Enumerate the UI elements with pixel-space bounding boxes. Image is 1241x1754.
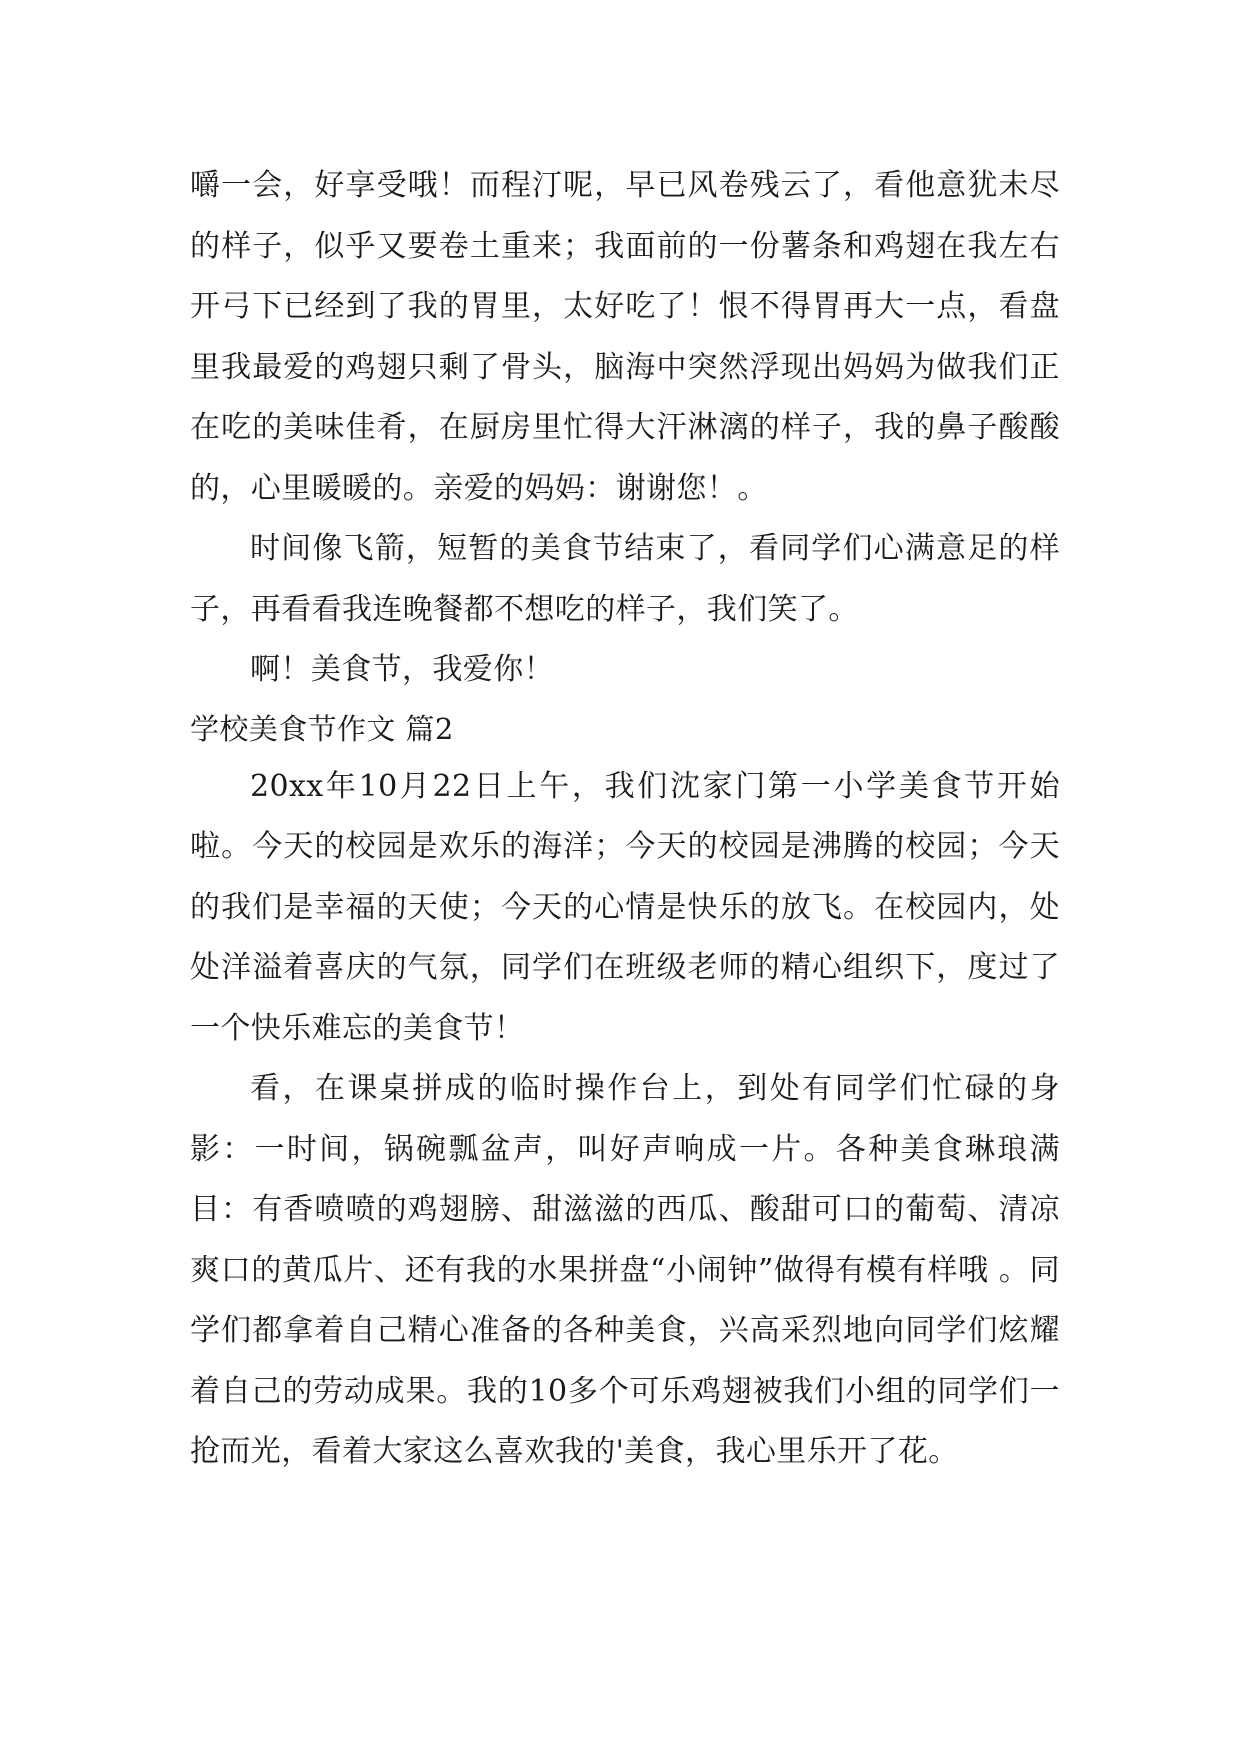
paragraph-exclamation: 啊！美食节，我爱你！ xyxy=(250,652,554,687)
paragraph-festival-start: 20xx年10月22日上午，我们沈家门第一小学美食节开始啦。今天的校园是欢乐的海洋；今天的校园是沸腾的校园；今天的我们是幸福的天使；今天的心情是快乐的放飞。在校园内，处处洋溢着喜庆的气氛，同学们在班级老师的精心组织下，度过了一个快乐难忘的美食节！ xyxy=(190,768,1060,1046)
paragraph-festival-end: 时间像飞箭，短暂的美食节结束了，看同学们心满意足的样子，再看看我连晚餐都不想吃的样子，我们笑了。 xyxy=(190,531,1060,627)
section-heading: 学校美食节作文 篇2 xyxy=(190,711,454,746)
paragraph-continued: 嚼一会，好享受哦！而程汀呢，早已风卷残云了，看他意犹未尽的样子，似乎又要卷土重来；我面前的一份薯条和鸡翅在我左右开弓下已经到了我的胃里，太好吃了！恨不得胃再大一点，看盘里我最爱的鸡翅只剩了骨头，脑海中突然浮现出妈妈为做我们正在吃的美味佳肴，在厨房里忙得大汗淋漓的样子，我的鼻子酸酸的，心里暖暖的。亲爱的妈妈：谢谢您！。 xyxy=(190,168,1060,506)
document-body xyxy=(190,156,1060,1483)
paragraph-food-scene: 看，在课桌拼成的临时操作台上，到处有同学们忙碌的身影：一时间，锅碗瓢盆声，叫好声响成一片。各种美食琳琅满目：有香喷喷的鸡翅膀、甜滋滋的西瓜、酸甜可口的葡萄、清凉爽口的黄瓜片、还有我的水果拼盘“小闹钟”做得有模有样哦 。同学们都拿着自己精心准备的各种美食，兴高采烈地向同学们炫耀着自己的劳动成果。我的10多个可乐鸡翅被我们小组的同学们一抢而光，看着大家这么喜欢我的'美食，我心里乐开了花。 xyxy=(190,1071,1060,1469)
